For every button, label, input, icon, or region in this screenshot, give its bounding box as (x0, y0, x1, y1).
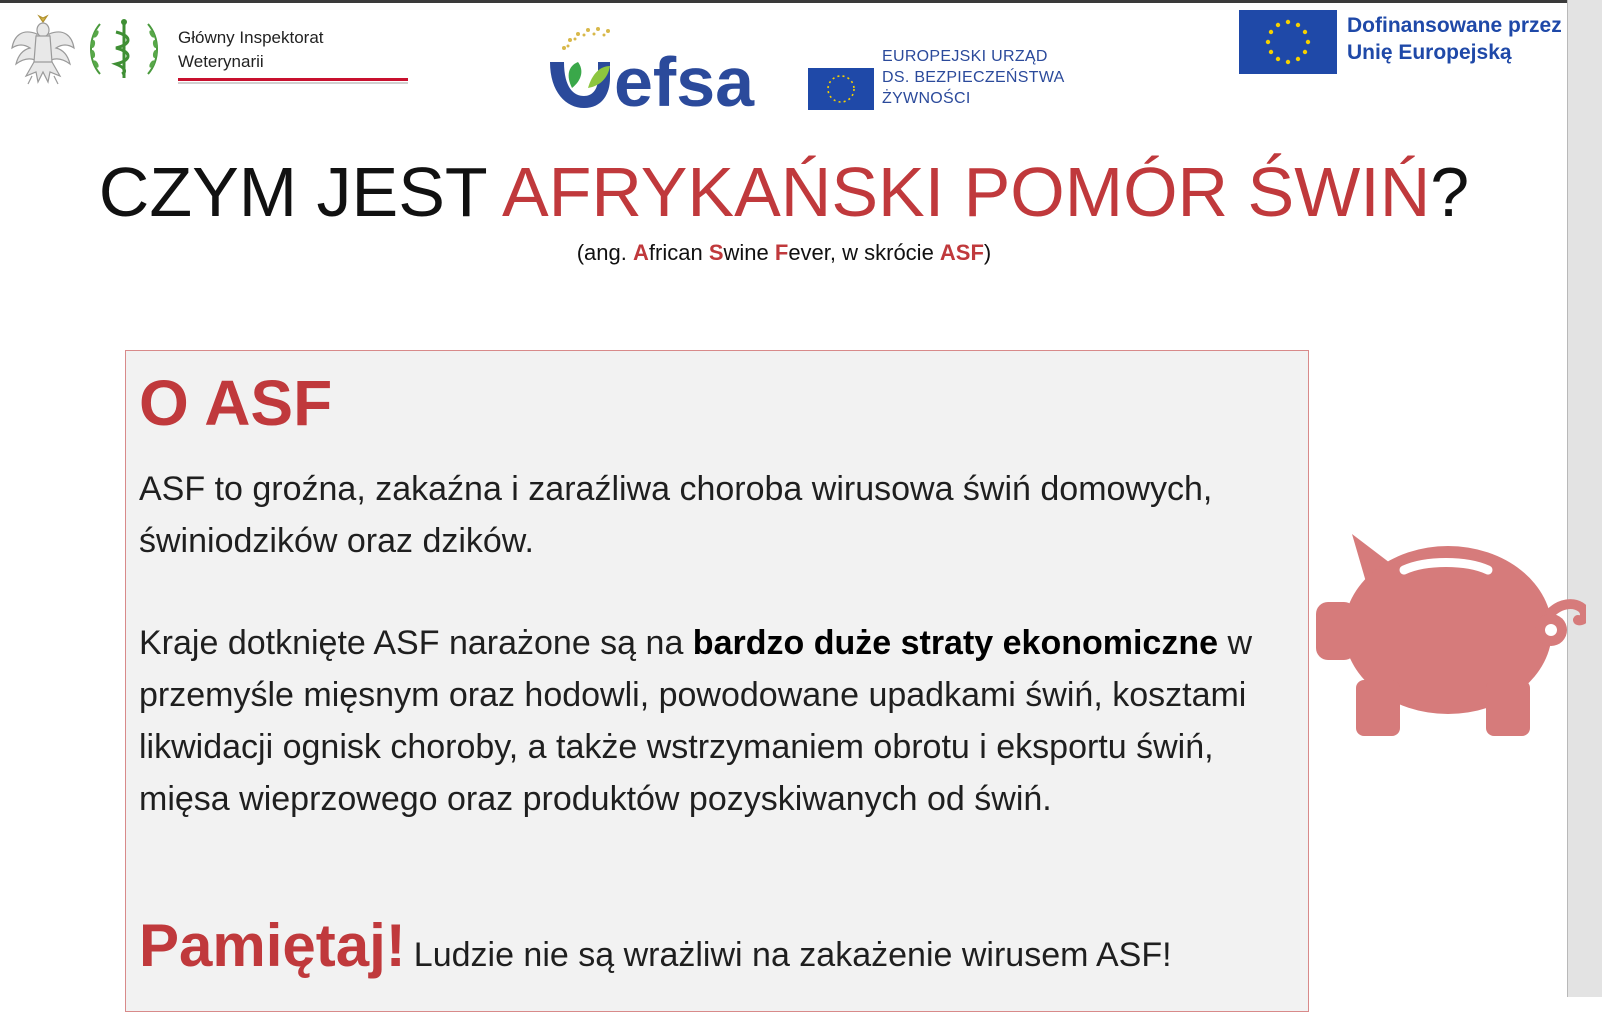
veterinary-caduceus-icon (86, 14, 162, 86)
giw-red-stripe (178, 78, 408, 81)
window-top-border (0, 0, 1568, 3)
eu-funding-line2: Unię Europejską (1347, 41, 1512, 64)
subtitle-letter-s: S (708, 240, 724, 265)
subtitle-fever: ever, w skrócie (788, 240, 940, 265)
subtitle-letter-a: A (633, 240, 649, 265)
efsa-logo-icon (544, 22, 800, 114)
page-subtitle (0, 238, 1568, 268)
eu-flag-icon (1239, 10, 1337, 74)
polish-eagle-emblem-icon (10, 14, 76, 86)
remember-note (139, 911, 1172, 981)
giw-name-line2: Weterynarii (178, 52, 264, 71)
giw-name (178, 26, 324, 74)
subtitle-close: ) (983, 240, 992, 265)
title-suffix: ? (1430, 153, 1470, 231)
eu-funding-label (1347, 12, 1562, 66)
eu-funding-line1: Dofinansowane przez (1347, 14, 1562, 37)
para2-start: Kraje dotknięte ASF narażone są na (139, 624, 693, 662)
asf-info-box (125, 350, 1309, 1012)
giw-grey-stripe (178, 82, 408, 84)
window-right-border (1567, 0, 1602, 997)
subtitle-letter-f: F (774, 240, 789, 265)
title-prefix: CZYM JEST (98, 153, 502, 231)
subtitle-african: frican (648, 240, 709, 265)
box-heading: O ASF (139, 367, 333, 439)
title-highlight: AFRYKAŃSKI POMÓR ŚWIŃ (501, 153, 1431, 231)
giw-name-line1: Główny Inspektorat (178, 28, 324, 47)
para2-end: w przemyśle mięsnym oraz hodowli, powodowane upadkami świń, kosztami likwidacji ognisk choroby, a także wstrzymaniem obrotu i eksportu świń, mięsa wieprzowego oraz produktów pozyskiwanych od świń. (139, 624, 1253, 818)
efsa-eu-flag-icon (808, 68, 874, 110)
subtitle-open: (ang. (576, 240, 633, 265)
efsa-wordmark: efsa (614, 43, 755, 114)
efsa-agency-line2: DS. BEZPIECZEŃSTWA (882, 69, 1065, 86)
efsa-agency-line1: EUROPEJSKI URZĄD (882, 48, 1048, 65)
piggy-bank-icon (1316, 530, 1586, 736)
efsa-agency-name (882, 46, 1065, 109)
subtitle-swine: wine (723, 240, 775, 265)
efsa-agency-line3: ŻYWNOŚCI (882, 90, 971, 107)
asf-definition-paragraph: ASF to groźna, zakaźna i zaraźliwa choroba wirusowa świń domowych, świniodzików oraz dzików. (139, 470, 1213, 560)
page-title (0, 150, 1568, 234)
subtitle-abbr: ASF (939, 240, 984, 265)
remember-text: Ludzie nie są wrażliwi na zakażenie wirusem ASF! (413, 936, 1172, 974)
remember-word: Pamiętaj! (139, 912, 406, 979)
para2-bold: bardzo duże straty ekonomiczne (692, 624, 1219, 662)
asf-economic-paragraph (139, 617, 1299, 825)
